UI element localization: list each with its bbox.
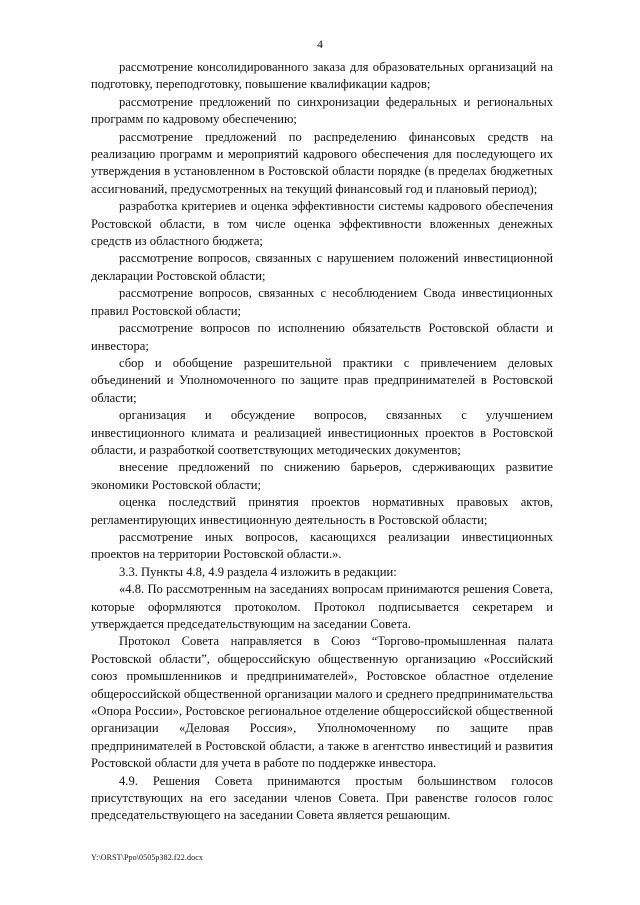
paragraph-12: рассмотрение иных вопросов, касающихся реализации инвестиционных проектов на территории Ростовской области.». (91, 529, 553, 562)
paragraph-11: оценка последствий принятия проектов нормативных правовых актов, регламентирующих инвестиционную деятельность в Ростовской области; (91, 495, 553, 527)
paragraph-9: организация и обсуждение вопросов, связанных с улучшением инвестиционного климата и реализацией инвестиционных проектов в Ростовской области, и разработкой соответствующих методических документов; (91, 408, 553, 457)
paragraph-13: 3.3. Пункты 4.8, 4.9 раздела 4 изложить в редакции: (119, 564, 397, 579)
document-body (91, 59, 553, 825)
paragraph-8: сбор и обобщение разрешительной практики с привлечением деловых объединений и Уполномоченного по защите прав предпринимателей в Ростовской области; (91, 355, 553, 405)
paragraph-3: рассмотрение предложений по распределению финансовых средств на реализацию программ и мероприятий кадрового обеспечения для последующего их утверждения в установленном в Ростовской области порядке (в пределах бюджетных ассигнований, предусмотренных на текущий финансовый год и плановый период); (91, 129, 553, 196)
paragraph-4: разработка критериев и оценка эффективности системы кадрового обеспечения Ростовской области, в том числе оценка эффективности вложенных денежных средств из областного бюджета; (91, 199, 553, 249)
paragraph-1: рассмотрение консолидированного заказа для образовательных организаций на подготовку, переподготовку, повышение квалификации кадров; (91, 60, 553, 92)
document-file-path: Y:\ORST\Ppo\0505p382.f22.docx (91, 853, 203, 862)
paragraph-5: рассмотрение вопросов, связанных с нарушением положений инвестиционной декларации Ростовской области; (91, 251, 553, 283)
paragraph-15: Протокол Совета направляется в Союз “Торгово-промышленная палата Ростовской области”, общероссийскую общественную организацию «Российский союз промышленников и предпринимателей», Ростовское областное отделение общероссийской общественной организации малого и среднего предпринимательства «Опора России», Ростовское региональное отделение общероссийской общественной организации «Деловая Россия», Уполномоченному по защите прав предпринимателей в Ростовской области, а также в агентство инвестиций и развития Ростовской области для учета в работе по поддержке инвестора. (91, 634, 553, 771)
paragraph-2: рассмотрение предложений по синхронизации федеральных и региональных программ по кадровому обеспечению; (91, 94, 553, 127)
paragraph-7: рассмотрение вопросов по исполнению обязательств Ростовской области и инвестора; (91, 321, 553, 353)
paragraph-14: «4.8. По рассмотренным на заседаниях вопросам принимаются решения Совета, которые оформляются протоколом. Протокол подписывается секретарем и утверждается председательствующим на заседании Совета. (91, 582, 553, 631)
paragraph-6: рассмотрение вопросов, связанных с несоблюдением Свода инвестиционных правил Ростовской области; (91, 286, 553, 318)
paragraph-16: 4.9. Решения Совета принимаются простым большинством голосов присутствующих на его заседании членов Совета. При равенстве голосов голос председательствующего на заседании Совета является решающим. (91, 773, 553, 823)
page-number: 4 (317, 37, 323, 51)
paragraph-10: внесение предложений по снижению барьеров, сдерживающих развитие экономики Ростовской области; (91, 460, 553, 492)
